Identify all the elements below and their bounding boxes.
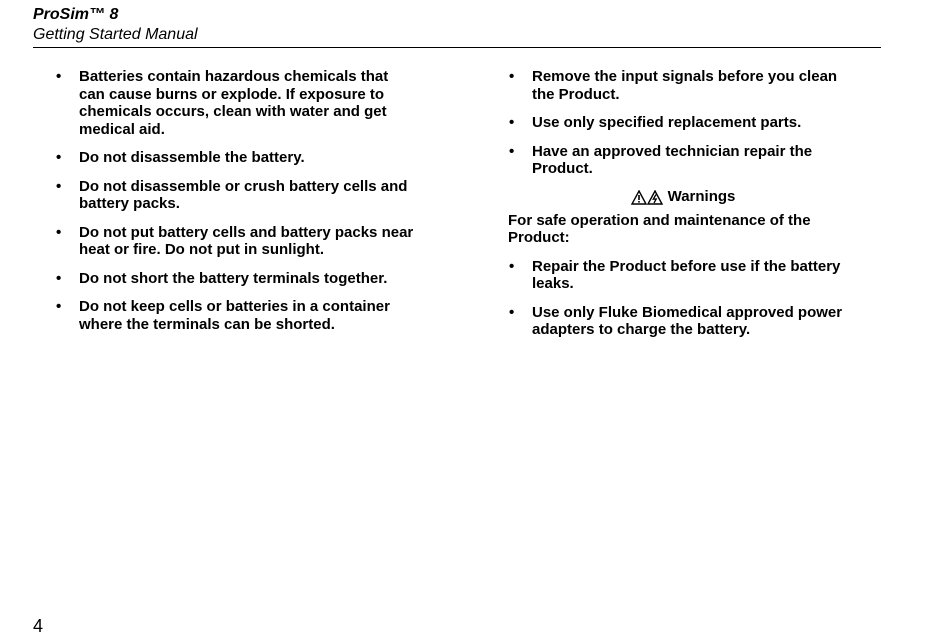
- warning-triangle-icon: [631, 190, 647, 205]
- list-item-text: Do not short the battery terminals together.: [79, 269, 388, 287]
- battery-safety-list: [55, 68, 415, 333]
- product-name: ProSim™ 8: [33, 6, 119, 23]
- list-item: [55, 178, 415, 213]
- list-item: [55, 270, 415, 288]
- right-column: [508, 68, 858, 350]
- bullet-icon: •: [56, 68, 62, 85]
- list-item-text: Use only Fluke Biomedical approved power adapters to charge the battery.: [532, 303, 843, 338]
- electrical-hazard-icon: [647, 190, 663, 205]
- list-item: [55, 68, 415, 138]
- list-item: [55, 298, 415, 333]
- bullet-icon: •: [56, 269, 62, 287]
- list-item: [55, 149, 415, 167]
- list-item: [55, 224, 415, 259]
- page-number: 4: [33, 616, 44, 636]
- bullet-icon: •: [509, 303, 515, 321]
- list-item-text: Do not put battery cells and battery packs near heat or fire. Do not put in sunlight.: [79, 223, 414, 258]
- list-item: [508, 68, 858, 103]
- cleaning-repair-list: [508, 68, 858, 178]
- list-item: [508, 304, 858, 339]
- list-item-text: Repair the Product before use if the battery leaks.: [532, 257, 841, 292]
- bullet-icon: •: [509, 142, 515, 160]
- page-header: [33, 5, 881, 48]
- list-item-text: Remove the input signals before you clean the Product.: [532, 68, 838, 103]
- list-item: [508, 143, 858, 178]
- bullet-icon: •: [56, 223, 62, 241]
- list-item: [508, 114, 858, 132]
- list-item-text: Do not keep cells or batteries in a container where the terminals can be shorted.: [79, 298, 390, 333]
- bullet-icon: •: [56, 149, 62, 166]
- left-column: [55, 68, 415, 344]
- list-item-text: Do not disassemble the battery.: [79, 149, 305, 166]
- bullet-icon: •: [56, 298, 62, 315]
- list-item-text: Have an approved technician repair the Product.: [532, 142, 813, 177]
- bullet-icon: •: [56, 177, 62, 195]
- warnings-heading: [508, 187, 858, 210]
- list-item-text: Do not disassemble or crush battery cells and battery packs.: [79, 177, 408, 212]
- bullet-icon: •: [509, 257, 515, 275]
- list-item: [508, 258, 858, 293]
- list-item-text: Use only specified replacement parts.: [532, 114, 802, 131]
- bullet-icon: •: [509, 68, 515, 85]
- list-item-text: Batteries contain hazardous chemicals that can cause burns or explode. If exposure to chemicals occurs, clean with water and get medical aid.: [79, 68, 389, 138]
- warnings-heading-text: Warnings: [667, 187, 736, 205]
- warning-icons: [631, 190, 663, 210]
- warnings-intro: For safe operation and maintenance of the Product:: [508, 211, 811, 246]
- warnings-list: [508, 258, 858, 339]
- bullet-icon: •: [509, 114, 515, 131]
- manual-title: Getting Started Manual: [33, 26, 198, 43]
